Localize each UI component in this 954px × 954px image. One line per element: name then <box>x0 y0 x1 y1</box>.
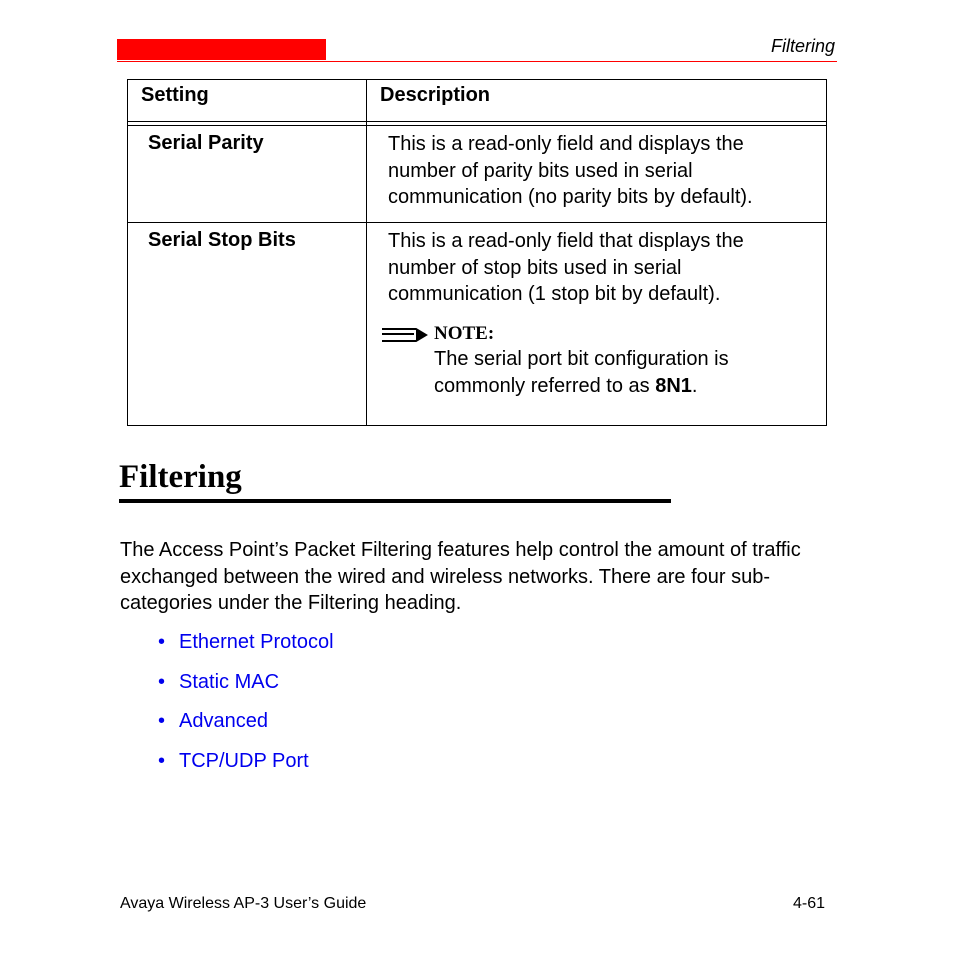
list-item <box>158 629 334 669</box>
bullet-icon: • <box>158 749 166 772</box>
description-text: This is a read-only field that displays the number of stop bits used in serial communication (1 stop bit by default). <box>388 230 744 305</box>
note-text: The serial port bit configuration is commonly referred to as <box>434 347 729 397</box>
intro-paragraph: The Access Point’s Packet Filtering features help control the amount of traffic exchanged between the wired and wireless networks. There are four sub-categories under the Filtering heading. <box>120 539 801 614</box>
link-static-mac[interactable]: Static MAC <box>179 670 280 693</box>
link-tcp-udp-port[interactable]: TCP/UDP Port <box>179 749 309 772</box>
header-red-bar <box>117 39 326 60</box>
bullet-icon: • <box>158 631 166 653</box>
table-row <box>128 126 827 223</box>
table-header-row <box>128 80 827 122</box>
link-ethernet-protocol[interactable]: Ethernet Protocol <box>179 631 334 653</box>
note-block <box>388 322 806 400</box>
footer-page-number: 4-61 <box>792 895 825 912</box>
column-header-description: Description <box>367 80 827 122</box>
section-heading: Filtering <box>119 459 242 495</box>
setting-description <box>367 126 827 223</box>
running-title: Filtering <box>770 36 835 56</box>
note-label: NOTE: <box>434 322 495 344</box>
heading-rule <box>119 499 671 503</box>
bullet-icon: • <box>158 710 166 733</box>
description-text: This is a read-only field and displays the number of parity bits used in serial communication (no parity bits by default). <box>388 133 753 208</box>
bullet-icon: • <box>158 670 166 693</box>
settings-table <box>127 79 827 426</box>
note-pencil-icon <box>380 326 428 344</box>
setting-name: Serial Stop Bits <box>128 223 367 426</box>
list-item <box>158 708 334 748</box>
column-header-setting: Setting <box>128 80 367 122</box>
table-row <box>128 223 827 426</box>
subcategory-list <box>158 629 334 787</box>
list-item <box>158 748 334 788</box>
list-item <box>158 669 334 709</box>
link-advanced[interactable]: Advanced <box>179 710 268 733</box>
footer-guide-title: Avaya Wireless AP-3 User’s Guide <box>120 895 367 912</box>
setting-description <box>367 223 827 426</box>
header-red-rule <box>117 61 837 62</box>
note-text-end: . <box>691 374 698 397</box>
setting-name: Serial Parity <box>128 126 367 223</box>
note-emphasis: 8N1 <box>655 374 692 397</box>
